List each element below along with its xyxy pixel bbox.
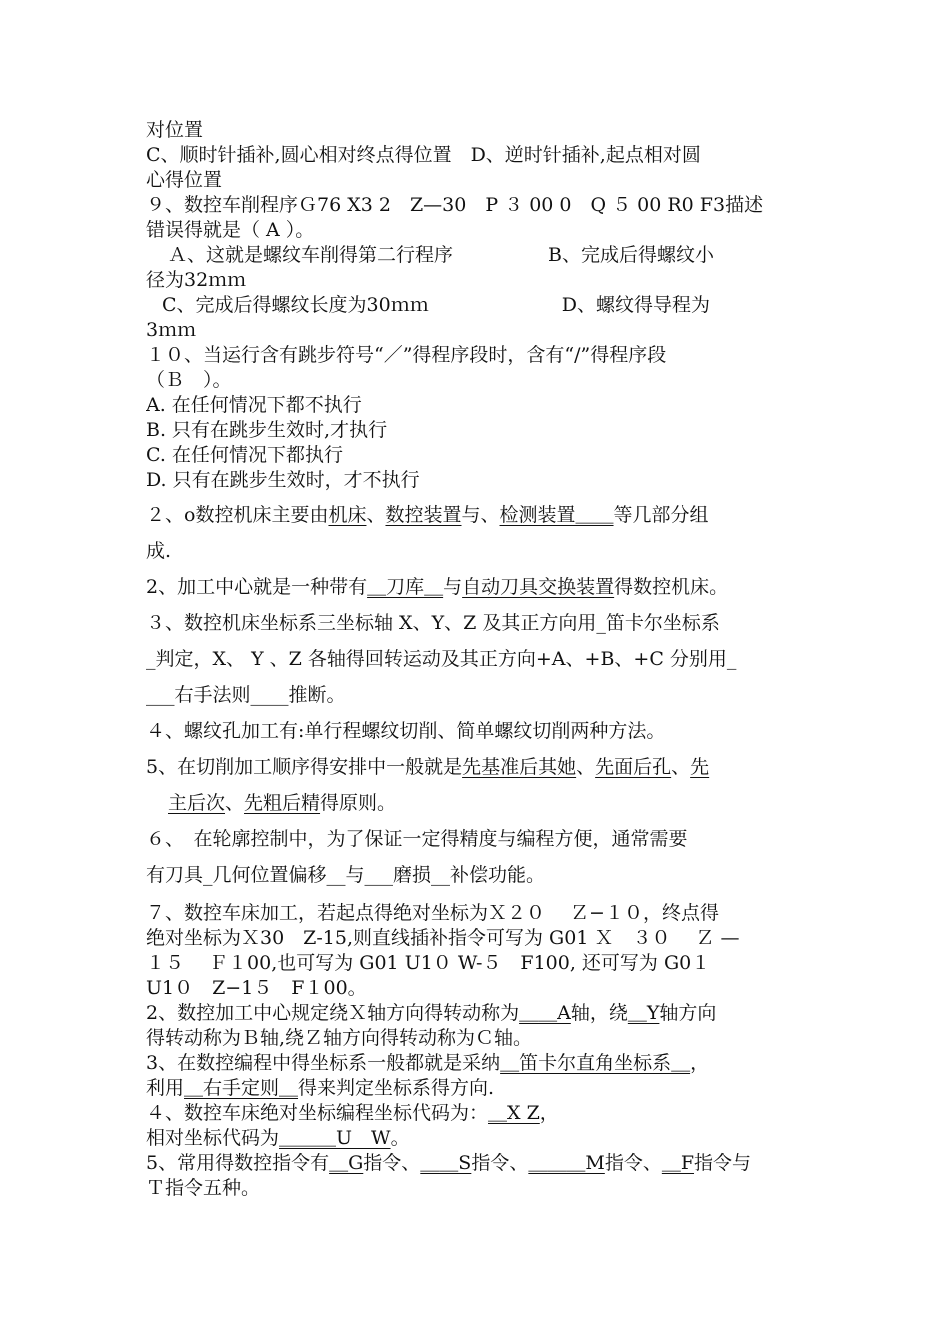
fill-5-sep-3: 、 [225, 792, 245, 814]
fill-3-line-3: ___右手法则____推断。 [146, 684, 346, 706]
g2-sep: 轴，绕 [570, 1002, 628, 1024]
g2-blank-1: ＿＿A [519, 1002, 571, 1024]
fill-5-line-1 [146, 749, 811, 785]
fill-2-blank-3: 检测装置＿＿ [499, 504, 614, 526]
fill-2-sep-1: 、 [366, 504, 386, 526]
q9-option-ab: Ａ、这就是螺纹车削得第二行程序 B、完成后得螺纹小 [168, 244, 714, 266]
g3-l2-post: 得来判定坐标系得方向. [298, 1077, 495, 1099]
g2-line-1 [146, 1001, 811, 1026]
g3-l2-pre: 利用 [146, 1077, 185, 1099]
g3-line-2 [146, 1076, 811, 1101]
g2-pre: 2、数控加工中心规定绕Ｘ轴方向得转动称为 [146, 1002, 520, 1024]
fill-6-line-1: ６、 在轮廓控制中，为了保证一定得精度与编程方便，通常需要 [146, 828, 688, 850]
fill-5-blank-2: 先面后孔 [595, 756, 672, 778]
g3-blank-1: ＿笛卡尔直角坐标系＿ [500, 1052, 691, 1074]
fill-5-sep-2: 、 [671, 756, 691, 778]
fill-5-blank-5: 先粗后精 [244, 792, 321, 814]
q9-line-2: 错误得就是（ A ）。 [146, 219, 315, 241]
fill-2-sep-2: 与、 [461, 504, 500, 526]
g5-post: 指令与 [694, 1152, 752, 1174]
g3-post: ， [690, 1052, 710, 1074]
g3-blank-2: ＿右手定则＿ [184, 1077, 299, 1099]
g3-line-1 [146, 1051, 811, 1076]
fill-5-line-2 [146, 785, 811, 821]
fill-3-line-2: _判定，X、 Y 、Z 各轴得回转运动及其正方向+A、+B、+C 分别用_ [146, 648, 737, 670]
fill-2-line-1 [146, 497, 811, 533]
g2-line-2: 得转动称为Ｂ轴,绕Ｚ轴方向得转动称为Ｃ轴。 [146, 1027, 533, 1049]
fill-2b-blank-2: 自动刀具交换装置 [462, 576, 615, 598]
g5-pre: 5、常用得数控指令有 [146, 1152, 330, 1174]
g2-post: 轴方向 [659, 1002, 717, 1024]
g4-blank-2: ＿＿＿U W [279, 1127, 391, 1149]
fill-2-blank-2: 数控装置 [385, 504, 462, 526]
g4-pre: ４、数控车床绝对坐标编程坐标代码为： [146, 1102, 489, 1124]
g4-line-1 [146, 1101, 811, 1126]
g3-pre: 3、在数控编程中得坐标系一般都就是采纳 [146, 1052, 501, 1074]
g5-blank-4: ＿F [661, 1152, 695, 1174]
g5-blank-3: ＿＿＿M [528, 1152, 605, 1174]
g5-sep-2: 指令、 [471, 1152, 529, 1174]
q9-line-4: 径为32ｍｍ [146, 269, 247, 291]
fill-2-blank-1: 机床 [328, 504, 367, 526]
g5-line-2: Ｔ指令五种。 [146, 1177, 261, 1199]
fill-5-pre: 5、在切削加工顺序得安排中一般就是 [146, 756, 463, 778]
fill-6-line-2: 有刀具_几何位置偏移__与___磨损__补偿功能。 [146, 864, 546, 886]
document-body [146, 118, 811, 1201]
g5-line-1 [146, 1151, 811, 1176]
q9-line-1: ９、数控车削程序Ｇ76 X3 2 Z—30 P ３ 00 0 Q ５ 00 R0 F3描述 [146, 194, 764, 216]
fill-7-line-2: 绝对坐标为Ｘ30 Z-15,则直线插补指令可写为 G01 Ｘ ３０ Ｚ — [146, 927, 740, 949]
g4-blank-1: ＿X Z [488, 1102, 540, 1124]
q8-line-3: 心得位置 [146, 169, 223, 191]
fill-2-pre: ２、o数控机床主要由 [146, 504, 329, 526]
g5-blank-2: ＿＿S [420, 1152, 472, 1174]
q10-option-a: A. 在任何情况下都不执行 [146, 394, 362, 416]
fill-7-line-1: ７、数控车床加工，若起点得绝对坐标为Ｘ２０ Ｚ−１０，终点得 [146, 902, 719, 924]
q8-line-2: C、顺时针插补,圆心相对终点得位置 D、逆时针插补,起点相对圆 [146, 144, 701, 166]
fill-7-line-4: U1０ Z−1５ F１00。 [146, 977, 367, 999]
q10-option-d: D. 只有在跳步生效时，才不执行 [146, 469, 420, 491]
g4-line-2 [146, 1126, 811, 1151]
q8-line-1: 对位置 [146, 119, 204, 141]
g5-blank-1: ＿G [329, 1152, 364, 1174]
fill-3-line-1: ３、数控机床坐标系三坐标轴 X、Y、Z 及其正方向用_笛卡尔坐标系 [146, 612, 720, 634]
fill-5-blank-1: 先基准后其她 [462, 756, 577, 778]
fill-2b-blank-1: ＿刀库＿ [367, 576, 444, 598]
g4-l2-pre: 相对坐标代码为 [146, 1127, 280, 1149]
q10-line-2: （Ｂ ）。 [146, 369, 232, 391]
fill-5-blank-4: 主后次 [168, 792, 226, 814]
fill-5-blank-3: 先 [690, 756, 710, 778]
fill-2-post: 等几部分组 [613, 504, 709, 526]
fill-2b-sep: 与 [443, 576, 463, 598]
q10-option-b: B. 只有在跳步生效时,才执行 [146, 419, 388, 441]
g5-sep-3: 指令、 [604, 1152, 662, 1174]
g4-post: ， [539, 1102, 559, 1124]
q10-option-c: C. 在任何情况下都执行 [146, 444, 343, 466]
fill-2-line-2: 成. [146, 540, 172, 562]
fill-4-line: ４、螺纹孔加工有:单行程螺纹切削、简单螺纹切削两种方法。 [146, 720, 666, 742]
q9-line-6: 3ｍｍ [146, 319, 197, 341]
fill-2b-line [146, 569, 811, 605]
fill-5-post: 得原则。 [320, 792, 397, 814]
g4-l2-post: 。 [390, 1127, 410, 1149]
q9-option-cd: C、完成后得螺纹长度为30ｍｍ D、螺纹得导程为 [162, 294, 710, 316]
g2-blank-2: ＿Y [627, 1002, 660, 1024]
fill-2b-post: 得数控机床。 [614, 576, 729, 598]
fill-2b-pre: 2、加工中心就是一种带有 [146, 576, 368, 598]
fill-7-line-3: １５ Ｆ１00,也可写为 G01 U1０ W-５ F100, 还可写为 G0１ [146, 952, 711, 974]
g5-sep-1: 指令、 [363, 1152, 421, 1174]
q10-line-1: １０、当运行含有跳步符号“／”得程序段时，含有“/”得程序段 [146, 344, 667, 366]
fill-5-sep-1: 、 [576, 756, 596, 778]
